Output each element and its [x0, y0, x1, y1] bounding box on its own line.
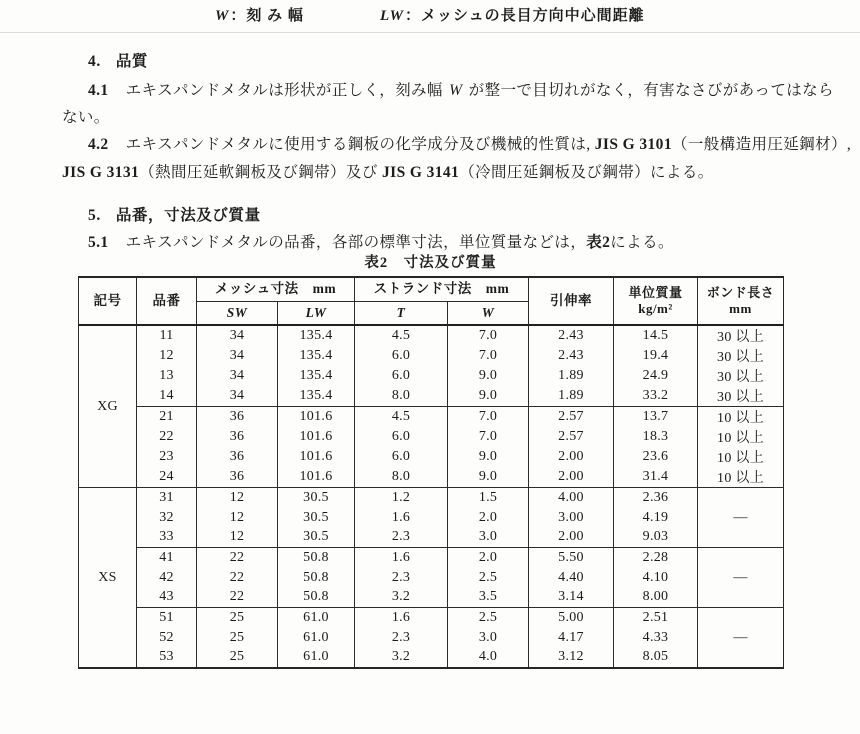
col-header-t: T	[396, 304, 406, 320]
cell-part-no: 53	[137, 648, 197, 669]
table-row	[79, 366, 784, 386]
cell-w: 3.5	[448, 587, 529, 607]
cell-ratio: 5.50	[529, 548, 614, 568]
cell-lw: 135.4	[278, 346, 355, 366]
table-row	[79, 427, 784, 447]
table-row	[79, 628, 784, 648]
cell-sw: 12	[197, 488, 278, 508]
cell-lw: 101.6	[278, 467, 355, 488]
cell-sw: 34	[197, 346, 278, 366]
cell-part-no: 24	[137, 467, 197, 488]
section-4-number: 4.	[88, 53, 101, 70]
cell-w: 2.5	[448, 568, 529, 588]
paragraph-4-2-line-1	[88, 132, 851, 154]
cell-bond-length: —	[698, 488, 784, 548]
cell-part-no: 31	[137, 488, 197, 508]
cell-bond-length: 10 以上	[698, 427, 784, 447]
paragraph-5-1-line-1	[88, 230, 674, 252]
variable-lw: LW	[380, 8, 404, 24]
cell-sw: 36	[197, 447, 278, 467]
cell-bond-length: —	[698, 608, 784, 669]
cell-w: 3.0	[448, 628, 529, 648]
table-row	[79, 488, 784, 508]
cell-unit-mass: 19.4	[614, 346, 698, 366]
cell-sw: 34	[197, 325, 278, 346]
cell-ratio: 2.00	[529, 467, 614, 488]
cell-w: 3.0	[448, 527, 529, 547]
cell-lw: 61.0	[278, 648, 355, 669]
cell-lw: 30.5	[278, 488, 355, 508]
cell-unit-mass: 9.03	[614, 527, 698, 547]
col-header-ratio: 引伸率	[529, 277, 614, 325]
paragraph-4-2-number: 4.2	[88, 136, 109, 153]
col-header-mesh: メッシュ寸法 mm	[197, 277, 355, 302]
col-header-w: W	[481, 304, 495, 320]
cell-ratio: 3.12	[529, 648, 614, 669]
paragraph-5-1-text-2: による。	[610, 234, 674, 251]
cell-lw: 61.0	[278, 628, 355, 648]
cell-t: 6.0	[355, 366, 448, 386]
cell-t: 3.2	[355, 587, 448, 607]
cell-part-no: 21	[137, 407, 197, 428]
col-header-symbol: 記号	[79, 277, 137, 325]
cell-unit-mass: 23.6	[614, 447, 698, 467]
cell-sw: 12	[197, 508, 278, 528]
cell-ratio: 4.17	[529, 628, 614, 648]
cell-ratio: 3.00	[529, 508, 614, 528]
cell-part-no: 51	[137, 608, 197, 628]
spec-table-header	[79, 277, 784, 325]
paragraph-5-1-text: エキスパンドメタルの品番，各部の標準寸法，単位質量などは，	[125, 234, 587, 251]
cell-t: 1.6	[355, 548, 448, 568]
cell-unit-mass: 4.10	[614, 568, 698, 588]
section-4-heading	[88, 49, 148, 71]
cell-unit-mass: 18.3	[614, 427, 698, 447]
cell-ratio: 2.43	[529, 346, 614, 366]
cell-symbol: XS	[79, 488, 137, 669]
cell-unit-mass: 31.4	[614, 467, 698, 488]
cell-w: 7.0	[448, 325, 529, 346]
cell-lw: 101.6	[278, 447, 355, 467]
paragraph-4-1-text: エキスパンドメタルは形状が正しく，刻み幅	[125, 82, 448, 99]
cell-bond-length: 30 以上	[698, 325, 784, 346]
bond-length-label: ボンド長さ	[706, 284, 775, 300]
cell-lw: 61.0	[278, 608, 355, 628]
cell-ratio: 2.00	[529, 447, 614, 467]
paragraph-4-2-line-2	[62, 160, 714, 182]
variable-w: W	[215, 8, 230, 24]
cell-sw: 22	[197, 568, 278, 588]
section-5-heading	[88, 203, 261, 225]
table-2-reference: 表2	[586, 234, 611, 251]
col-header-strand: ストランド寸法 mm	[355, 277, 529, 302]
cell-lw: 30.5	[278, 527, 355, 547]
cell-ratio: 4.40	[529, 568, 614, 588]
cell-part-no: 41	[137, 548, 197, 568]
cell-t: 4.5	[355, 325, 448, 346]
cell-w: 9.0	[448, 366, 529, 386]
unit-mass-label: 単位質量	[628, 284, 683, 300]
paragraph-5-1-number: 5.1	[88, 234, 109, 251]
legend-lw-text: ：メッシュの長目方向中心間距離	[404, 8, 645, 24]
cell-w: 9.0	[448, 447, 529, 467]
unit-mass-unit: kg/m²	[638, 301, 673, 316]
cell-part-no: 13	[137, 366, 197, 386]
cell-t: 1.6	[355, 608, 448, 628]
cell-ratio: 3.14	[529, 587, 614, 607]
cell-w: 2.0	[448, 548, 529, 568]
cell-bond-length: 30 以上	[698, 386, 784, 407]
cell-bond-length: 30 以上	[698, 366, 784, 386]
cell-lw: 50.8	[278, 587, 355, 607]
cell-t: 3.2	[355, 648, 448, 669]
cell-ratio: 5.00	[529, 608, 614, 628]
cell-sw: 25	[197, 648, 278, 669]
table-row	[79, 386, 784, 407]
cell-lw: 135.4	[278, 386, 355, 407]
col-header-lw: LW	[305, 304, 327, 320]
table-row	[79, 407, 784, 428]
cell-t: 2.3	[355, 568, 448, 588]
cell-unit-mass: 2.51	[614, 608, 698, 628]
table-row	[79, 587, 784, 607]
paragraph-4-1-line-2	[62, 105, 110, 127]
cell-lw: 101.6	[278, 427, 355, 447]
paragraph-4-1-line-1	[88, 78, 834, 100]
cell-sw: 22	[197, 587, 278, 607]
cell-lw: 135.4	[278, 325, 355, 346]
jis-ref-g3101: JIS G 3101	[594, 136, 672, 153]
table-caption	[78, 251, 783, 272]
cell-unit-mass: 4.19	[614, 508, 698, 528]
cell-unit-mass: 4.33	[614, 628, 698, 648]
section-5-number: 5.	[88, 207, 101, 224]
cell-bond-length: 10 以上	[698, 447, 784, 467]
table-row	[79, 447, 784, 467]
table-caption-text: 表2 寸法及び質量	[364, 255, 497, 271]
cell-part-no: 43	[137, 587, 197, 607]
cell-bond-length: 10 以上	[698, 407, 784, 428]
cell-part-no: 12	[137, 346, 197, 366]
jis-ref-g3141: JIS G 3141	[382, 164, 460, 181]
cell-part-no: 11	[137, 325, 197, 346]
cell-sw: 22	[197, 548, 278, 568]
table-row	[79, 467, 784, 488]
cell-part-no: 22	[137, 427, 197, 447]
cell-sw: 25	[197, 628, 278, 648]
legend-w-text: ：刻 み 幅	[230, 8, 304, 24]
cell-t: 2.3	[355, 628, 448, 648]
cell-t: 6.0	[355, 346, 448, 366]
cell-part-no: 42	[137, 568, 197, 588]
cell-w: 1.5	[448, 488, 529, 508]
paragraph-4-2-text-4: （冷間圧延鋼板及び鋼帯）による。	[459, 164, 714, 181]
cell-unit-mass: 2.36	[614, 488, 698, 508]
cell-bond-length: —	[698, 548, 784, 608]
cell-symbol: XG	[79, 325, 137, 488]
cell-t: 6.0	[355, 427, 448, 447]
cell-unit-mass: 14.5	[614, 325, 698, 346]
cell-ratio: 4.00	[529, 488, 614, 508]
spec-table-body	[79, 325, 784, 668]
cell-t: 8.0	[355, 386, 448, 407]
cell-unit-mass: 8.05	[614, 648, 698, 669]
cell-t: 4.5	[355, 407, 448, 428]
cell-w: 9.0	[448, 467, 529, 488]
bond-length-unit: mm	[729, 301, 752, 316]
cell-sw: 34	[197, 366, 278, 386]
cell-unit-mass: 2.28	[614, 548, 698, 568]
spec-table	[78, 276, 784, 669]
cell-ratio: 2.00	[529, 527, 614, 547]
cell-part-no: 32	[137, 508, 197, 528]
paragraph-4-1-text-2: が整一で目切れがなく，有害なさびがあってはなら	[464, 82, 834, 99]
cell-unit-mass: 33.2	[614, 386, 698, 407]
cell-t: 1.2	[355, 488, 448, 508]
table-row	[79, 508, 784, 528]
cell-t: 6.0	[355, 447, 448, 467]
cell-w: 7.0	[448, 346, 529, 366]
cell-sw: 36	[197, 467, 278, 488]
cell-sw: 12	[197, 527, 278, 547]
table-row	[79, 608, 784, 628]
section-4-title: 品質	[115, 53, 149, 70]
paragraph-4-1-number: 4.1	[88, 82, 109, 99]
paragraph-4-2-text-3: （熱間圧延軟鋼板及び鋼帯）及び	[139, 164, 382, 181]
cell-t: 1.6	[355, 508, 448, 528]
cell-sw: 34	[197, 386, 278, 407]
cell-part-no: 33	[137, 527, 197, 547]
cell-w: 9.0	[448, 386, 529, 407]
table-row	[79, 346, 784, 366]
figure-legend	[0, 4, 860, 26]
cell-bond-length: 30 以上	[698, 346, 784, 366]
col-header-part-no: 品番	[137, 277, 197, 325]
legend-lw	[380, 4, 645, 25]
cell-lw: 30.5	[278, 508, 355, 528]
cell-lw: 101.6	[278, 407, 355, 428]
cell-lw: 135.4	[278, 366, 355, 386]
cell-sw: 36	[197, 427, 278, 447]
cell-lw: 50.8	[278, 568, 355, 588]
table-row	[79, 527, 784, 547]
col-header-sw: SW	[226, 304, 248, 320]
cell-w: 4.0	[448, 648, 529, 669]
cell-t: 8.0	[355, 467, 448, 488]
legend-w	[215, 4, 304, 25]
page-rule	[0, 32, 860, 33]
cell-sw: 25	[197, 608, 278, 628]
table-row	[79, 325, 784, 346]
cell-part-no: 52	[137, 628, 197, 648]
cell-lw: 50.8	[278, 548, 355, 568]
cell-w: 7.0	[448, 407, 529, 428]
cell-w: 2.5	[448, 608, 529, 628]
table-row	[79, 648, 784, 669]
cell-w: 2.0	[448, 508, 529, 528]
cell-unit-mass: 24.9	[614, 366, 698, 386]
cell-part-no: 14	[137, 386, 197, 407]
cell-ratio: 2.57	[529, 407, 614, 428]
jis-ref-g3131: JIS G 3131	[62, 164, 140, 181]
table-row	[79, 548, 784, 568]
cell-w: 7.0	[448, 427, 529, 447]
cell-sw: 36	[197, 407, 278, 428]
cell-ratio: 1.89	[529, 386, 614, 407]
paragraph-4-1-continuation: ない。	[62, 109, 110, 126]
paragraph-4-2-text-2: （一般構造用圧延鋼材）,	[671, 136, 852, 153]
paragraph-4-2-text: エキスパンドメタルに使用する鋼板の化学成分及び機械的性質は,	[125, 136, 595, 153]
section-5-title: 品番，寸法及び質量	[115, 207, 261, 224]
cell-bond-length: 10 以上	[698, 467, 784, 488]
cell-ratio: 1.89	[529, 366, 614, 386]
cell-ratio: 2.43	[529, 325, 614, 346]
variable-w-inline: W	[449, 82, 463, 99]
cell-unit-mass: 13.7	[614, 407, 698, 428]
table-row	[79, 568, 784, 588]
cell-ratio: 2.57	[529, 427, 614, 447]
col-header-unit-mass	[614, 277, 698, 325]
cell-t: 2.3	[355, 527, 448, 547]
cell-unit-mass: 8.00	[614, 587, 698, 607]
cell-part-no: 23	[137, 447, 197, 467]
col-header-bond-length	[698, 277, 784, 325]
